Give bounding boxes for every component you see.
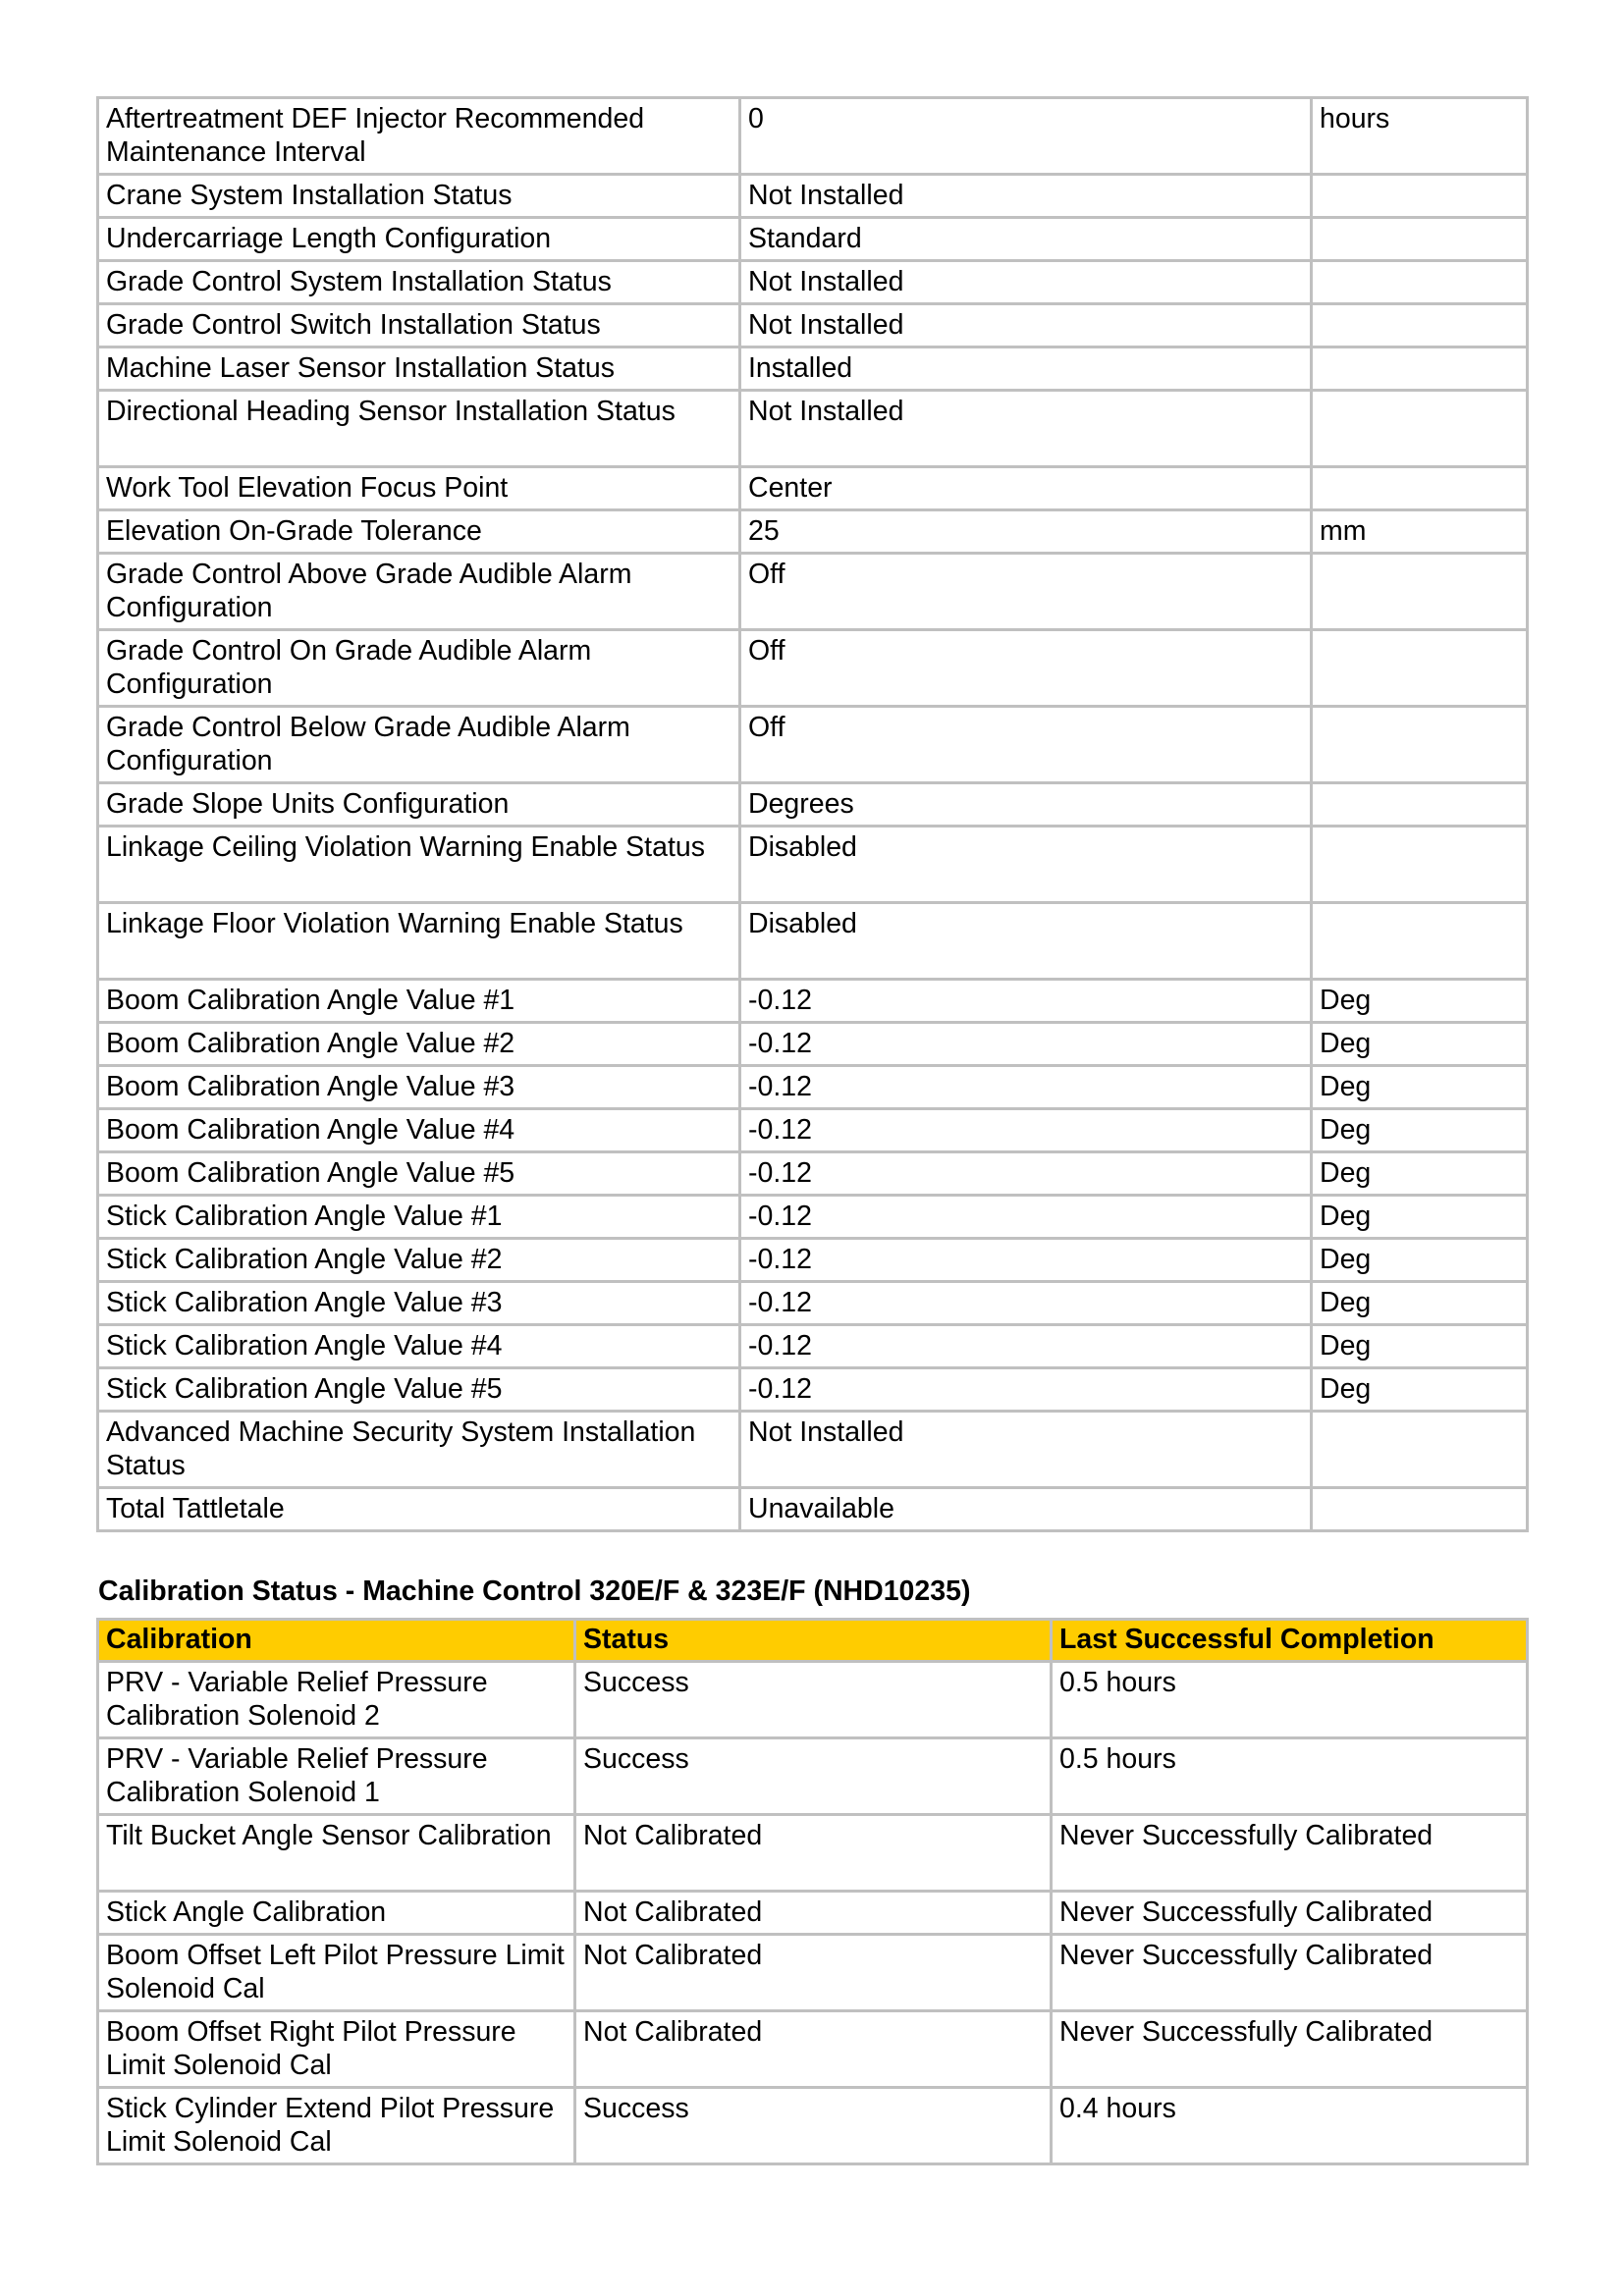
table-row bbox=[98, 391, 1528, 467]
parameter-name-cell: Grade Control On Grade Audible Alarm Configuration bbox=[98, 630, 740, 707]
table-row bbox=[98, 1815, 1528, 1892]
parameter-unit-cell bbox=[1312, 903, 1528, 980]
table-row bbox=[98, 783, 1528, 827]
table-row bbox=[98, 1066, 1528, 1109]
parameter-name-cell: Grade Control Switch Installation Status bbox=[98, 304, 740, 347]
table-row bbox=[98, 218, 1528, 261]
parameter-name-cell: Total Tattletale bbox=[98, 1488, 740, 1531]
parameter-name-cell: Boom Calibration Angle Value #3 bbox=[98, 1066, 740, 1109]
parameter-value-cell: -0.12 bbox=[740, 1325, 1312, 1368]
parameter-value-cell: 25 bbox=[740, 510, 1312, 554]
parameter-name-cell: Linkage Ceiling Violation Warning Enable Status bbox=[98, 827, 740, 903]
calibration-name-cell: Tilt Bucket Angle Sensor Calibration bbox=[98, 1815, 575, 1892]
table-row bbox=[98, 2011, 1528, 2088]
calibration-name-cell: PRV - Variable Relief Pressure Calibration Solenoid 1 bbox=[98, 1738, 575, 1815]
parameter-value-cell: -0.12 bbox=[740, 1023, 1312, 1066]
parameter-value-cell: -0.12 bbox=[740, 1196, 1312, 1239]
table-row bbox=[98, 1662, 1528, 1738]
table-row bbox=[98, 304, 1528, 347]
parameter-unit-cell bbox=[1312, 1412, 1528, 1488]
parameter-value-cell: Installed bbox=[740, 347, 1312, 391]
table-row bbox=[98, 630, 1528, 707]
calibration-status-cell: Success bbox=[575, 1738, 1052, 1815]
parameter-value-cell: Not Installed bbox=[740, 391, 1312, 467]
parameter-unit-cell: Deg bbox=[1312, 1239, 1528, 1282]
parameter-unit-cell: Deg bbox=[1312, 1282, 1528, 1325]
table-row bbox=[98, 261, 1528, 304]
parameter-value-cell: Disabled bbox=[740, 903, 1312, 980]
calibration-name-cell: Stick Angle Calibration bbox=[98, 1892, 575, 1935]
parameter-value-cell: Standard bbox=[740, 218, 1312, 261]
calibration-status-cell: Success bbox=[575, 2088, 1052, 2164]
parameter-unit-cell bbox=[1312, 347, 1528, 391]
parameter-unit-cell: Deg bbox=[1312, 1152, 1528, 1196]
parameter-value-cell: Not Installed bbox=[740, 1412, 1312, 1488]
parameter-name-cell: Undercarriage Length Configuration bbox=[98, 218, 740, 261]
last-completion-cell: Never Successfully Calibrated bbox=[1052, 2011, 1528, 2088]
last-completion-cell: Never Successfully Calibrated bbox=[1052, 1815, 1528, 1892]
parameter-value-cell: Degrees bbox=[740, 783, 1312, 827]
calibration-name-cell: Boom Offset Right Pilot Pressure Limit Solenoid Cal bbox=[98, 2011, 575, 2088]
calibration-status-heading: Calibration Status - Machine Control 320E/F & 323E/F (NHD10235) bbox=[98, 1575, 971, 1607]
parameter-unit-cell: mm bbox=[1312, 510, 1528, 554]
parameter-value-cell: Off bbox=[740, 630, 1312, 707]
parameter-value-cell: -0.12 bbox=[740, 1109, 1312, 1152]
parameter-name-cell: Boom Calibration Angle Value #5 bbox=[98, 1152, 740, 1196]
table-row bbox=[98, 2088, 1528, 2164]
column-header-calibration: Calibration bbox=[98, 1620, 575, 1662]
parameter-name-cell: Linkage Floor Violation Warning Enable Status bbox=[98, 903, 740, 980]
calibration-table-body bbox=[98, 1662, 1528, 2164]
parameter-name-cell: Boom Calibration Angle Value #4 bbox=[98, 1109, 740, 1152]
parameter-name-cell: Stick Calibration Angle Value #4 bbox=[98, 1325, 740, 1368]
table-row bbox=[98, 1892, 1528, 1935]
table-row bbox=[98, 1738, 1528, 1815]
calibration-table-header bbox=[98, 1620, 1528, 1662]
table-row bbox=[98, 347, 1528, 391]
parameter-value-cell: Not Installed bbox=[740, 304, 1312, 347]
parameter-value-cell: -0.12 bbox=[740, 980, 1312, 1023]
table-row bbox=[98, 1935, 1528, 2011]
machine-configuration-table bbox=[96, 96, 1529, 1532]
parameter-unit-cell bbox=[1312, 218, 1528, 261]
parameter-unit-cell bbox=[1312, 630, 1528, 707]
parameter-value-cell: Off bbox=[740, 554, 1312, 630]
parameter-name-cell: Stick Calibration Angle Value #5 bbox=[98, 1368, 740, 1412]
last-completion-cell: 0.4 hours bbox=[1052, 2088, 1528, 2164]
parameter-name-cell: Grade Slope Units Configuration bbox=[98, 783, 740, 827]
calibration-name-cell: Boom Offset Left Pilot Pressure Limit Solenoid Cal bbox=[98, 1935, 575, 2011]
table-row bbox=[98, 980, 1528, 1023]
parameter-unit-cell bbox=[1312, 827, 1528, 903]
parameter-unit-cell: Deg bbox=[1312, 1109, 1528, 1152]
parameter-unit-cell bbox=[1312, 783, 1528, 827]
parameter-name-cell: Directional Heading Sensor Installation Status bbox=[98, 391, 740, 467]
table-row bbox=[98, 1109, 1528, 1152]
parameter-unit-cell bbox=[1312, 261, 1528, 304]
parameter-value-cell: Off bbox=[740, 707, 1312, 783]
parameter-unit-cell bbox=[1312, 391, 1528, 467]
calibration-status-cell: Not Calibrated bbox=[575, 2011, 1052, 2088]
parameter-unit-cell bbox=[1312, 304, 1528, 347]
table-row bbox=[98, 1282, 1528, 1325]
table-row bbox=[98, 827, 1528, 903]
parameter-name-cell: Stick Calibration Angle Value #3 bbox=[98, 1282, 740, 1325]
table-row bbox=[98, 707, 1528, 783]
parameter-unit-cell bbox=[1312, 467, 1528, 510]
parameter-name-cell: Stick Calibration Angle Value #2 bbox=[98, 1239, 740, 1282]
parameter-value-cell: Center bbox=[740, 467, 1312, 510]
parameter-name-cell: Stick Calibration Angle Value #1 bbox=[98, 1196, 740, 1239]
table-row bbox=[98, 554, 1528, 630]
last-completion-cell: 0.5 hours bbox=[1052, 1738, 1528, 1815]
last-completion-cell: Never Successfully Calibrated bbox=[1052, 1892, 1528, 1935]
parameter-name-cell: Aftertreatment DEF Injector Recommended Maintenance Interval bbox=[98, 98, 740, 175]
parameter-unit-cell: Deg bbox=[1312, 1325, 1528, 1368]
parameter-unit-cell: Deg bbox=[1312, 1023, 1528, 1066]
parameter-unit-cell bbox=[1312, 554, 1528, 630]
parameter-name-cell: Boom Calibration Angle Value #2 bbox=[98, 1023, 740, 1066]
last-completion-cell: Never Successfully Calibrated bbox=[1052, 1935, 1528, 2011]
parameter-name-cell: Work Tool Elevation Focus Point bbox=[98, 467, 740, 510]
table-row bbox=[98, 1368, 1528, 1412]
table-row bbox=[98, 98, 1528, 175]
table-row bbox=[98, 1488, 1528, 1531]
parameter-name-cell: Grade Control Below Grade Audible Alarm Configuration bbox=[98, 707, 740, 783]
table-row bbox=[98, 510, 1528, 554]
table-row bbox=[98, 1239, 1528, 1282]
parameter-unit-cell: Deg bbox=[1312, 980, 1528, 1023]
table-row bbox=[98, 1325, 1528, 1368]
parameter-name-cell: Machine Laser Sensor Installation Status bbox=[98, 347, 740, 391]
parameter-name-cell: Grade Control Above Grade Audible Alarm Configuration bbox=[98, 554, 740, 630]
parameter-value-cell: Not Installed bbox=[740, 175, 1312, 218]
parameter-name-cell: Grade Control System Installation Status bbox=[98, 261, 740, 304]
column-header-status: Status bbox=[575, 1620, 1052, 1662]
parameter-value-cell: Unavailable bbox=[740, 1488, 1312, 1531]
parameter-value-cell: -0.12 bbox=[740, 1239, 1312, 1282]
parameter-unit-cell bbox=[1312, 1488, 1528, 1531]
parameter-value-cell: Disabled bbox=[740, 827, 1312, 903]
parameter-value-cell: Not Installed bbox=[740, 261, 1312, 304]
parameter-unit-cell bbox=[1312, 175, 1528, 218]
parameter-value-cell: -0.12 bbox=[740, 1152, 1312, 1196]
parameter-value-cell: -0.12 bbox=[740, 1282, 1312, 1325]
table-row bbox=[98, 1023, 1528, 1066]
configuration-table-body bbox=[98, 98, 1528, 1531]
column-header-last-successful-completion: Last Successful Completion bbox=[1052, 1620, 1528, 1662]
calibration-status-cell: Success bbox=[575, 1662, 1052, 1738]
parameter-name-cell: Crane System Installation Status bbox=[98, 175, 740, 218]
parameter-unit-cell bbox=[1312, 707, 1528, 783]
parameter-unit-cell: hours bbox=[1312, 98, 1528, 175]
last-completion-cell: 0.5 hours bbox=[1052, 1662, 1528, 1738]
parameter-value-cell: -0.12 bbox=[740, 1368, 1312, 1412]
table-row bbox=[98, 175, 1528, 218]
table-row bbox=[98, 903, 1528, 980]
table-row bbox=[98, 1412, 1528, 1488]
parameter-name-cell: Elevation On-Grade Tolerance bbox=[98, 510, 740, 554]
calibration-status-table bbox=[96, 1618, 1529, 2165]
table-row bbox=[98, 1196, 1528, 1239]
parameter-name-cell: Boom Calibration Angle Value #1 bbox=[98, 980, 740, 1023]
calibration-status-cell: Not Calibrated bbox=[575, 1892, 1052, 1935]
header-row bbox=[98, 1620, 1528, 1662]
calibration-name-cell: PRV - Variable Relief Pressure Calibration Solenoid 2 bbox=[98, 1662, 575, 1738]
calibration-status-cell: Not Calibrated bbox=[575, 1815, 1052, 1892]
parameter-unit-cell: Deg bbox=[1312, 1368, 1528, 1412]
table-row bbox=[98, 1152, 1528, 1196]
parameter-value-cell: -0.12 bbox=[740, 1066, 1312, 1109]
calibration-status-cell: Not Calibrated bbox=[575, 1935, 1052, 2011]
calibration-name-cell: Stick Cylinder Extend Pilot Pressure Limit Solenoid Cal bbox=[98, 2088, 575, 2164]
parameter-unit-cell: Deg bbox=[1312, 1066, 1528, 1109]
parameter-value-cell: 0 bbox=[740, 98, 1312, 175]
parameter-name-cell: Advanced Machine Security System Installation Status bbox=[98, 1412, 740, 1488]
table-row bbox=[98, 467, 1528, 510]
parameter-unit-cell: Deg bbox=[1312, 1196, 1528, 1239]
